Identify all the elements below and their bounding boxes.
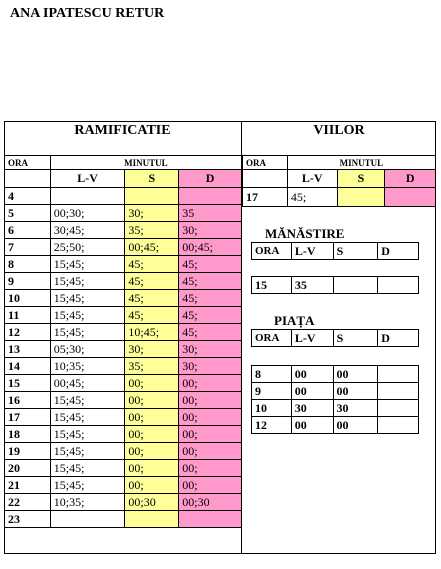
hour-cell: 7 <box>5 239 51 256</box>
ora-header: ORA <box>5 156 51 170</box>
d-cell: 00;30 <box>179 494 242 511</box>
table-row <box>252 383 419 400</box>
hour-cell: 9 <box>252 383 292 400</box>
d-cell: 45; <box>179 324 242 341</box>
s-cell <box>125 511 179 528</box>
s-cell: 45; <box>125 256 179 273</box>
lv-cell: 15;45; <box>50 273 125 290</box>
hour-cell: 9 <box>5 273 51 290</box>
col-header-d: D <box>378 330 419 347</box>
s-cell: 45; <box>125 273 179 290</box>
table-row <box>252 417 419 434</box>
table-row <box>5 307 242 324</box>
col-header-s: S <box>337 170 385 188</box>
hour-cell: 5 <box>5 205 51 222</box>
lv-cell: 15;45; <box>50 477 125 494</box>
d-cell: 00; <box>179 460 242 477</box>
s-cell: 00; <box>125 409 179 426</box>
lv-cell: 25;50; <box>50 239 125 256</box>
s-cell: 00 <box>333 417 378 434</box>
d-cell: 00; <box>179 477 242 494</box>
hour-cell: 21 <box>5 477 51 494</box>
s-cell: 00 <box>333 366 378 383</box>
lv-cell: 15;45; <box>50 443 125 460</box>
manastire-heading: MĂNĂSTIRE <box>265 226 345 241</box>
d-cell: 45; <box>179 290 242 307</box>
hour-cell: 8 <box>5 256 51 273</box>
hour-cell: 8 <box>252 366 292 383</box>
hour-cell: 23 <box>5 511 51 528</box>
lv-cell <box>50 188 125 205</box>
table-row <box>5 494 242 511</box>
hour-cell: 16 <box>5 392 51 409</box>
s-cell: 30; <box>125 205 179 222</box>
hour-cell: 12 <box>5 324 51 341</box>
col-header-d: D <box>378 243 419 260</box>
d-cell: 45; <box>179 307 242 324</box>
ramificatie-table <box>4 155 242 528</box>
table-row <box>5 392 242 409</box>
s-cell: 10;45; <box>125 324 179 341</box>
manastire-table <box>251 242 419 260</box>
table-row <box>5 358 242 375</box>
d-cell <box>378 277 419 294</box>
table-row <box>5 188 242 205</box>
lv-cell: 15;45; <box>50 460 125 477</box>
lv-cell: 15;45; <box>50 409 125 426</box>
col-header-ora: ORA <box>252 243 292 260</box>
d-cell <box>385 188 436 207</box>
table-row <box>5 477 242 494</box>
table-row <box>5 511 242 528</box>
col-header-lv: L-V <box>291 330 333 347</box>
piata-header-table <box>251 329 419 347</box>
d-cell: 45; <box>179 273 242 290</box>
s-cell: 00; <box>125 443 179 460</box>
ramificatie-heading: RAMIFICATIE <box>74 123 171 138</box>
hour-cell: 22 <box>5 494 51 511</box>
table-row <box>5 205 242 222</box>
minutul-header: MINUTUL <box>287 156 435 170</box>
s-cell: 00; <box>125 460 179 477</box>
empty-cell <box>243 170 288 188</box>
col-header-lv: L-V <box>291 243 333 260</box>
table-row <box>5 409 242 426</box>
d-cell: 35 <box>179 205 242 222</box>
piata-heading: PIAȚA <box>274 313 315 328</box>
hour-cell: 19 <box>5 443 51 460</box>
lv-cell: 15;45; <box>50 392 125 409</box>
hour-cell: 15 <box>5 375 51 392</box>
table-row <box>5 426 242 443</box>
s-cell: 00; <box>125 426 179 443</box>
s-cell: 35; <box>125 222 179 239</box>
s-cell: 00; <box>125 477 179 494</box>
hour-cell: 4 <box>5 188 51 205</box>
d-cell: 00; <box>179 443 242 460</box>
lv-cell: 30 <box>291 400 333 417</box>
d-cell <box>378 383 419 400</box>
col-header-s: S <box>333 330 378 347</box>
table-row <box>5 375 242 392</box>
hour-cell: 10 <box>252 400 292 417</box>
d-cell: 00; <box>179 409 242 426</box>
lv-cell: 45; <box>287 188 337 207</box>
table-row <box>5 273 242 290</box>
viilor-heading: VIILOR <box>313 123 365 138</box>
hour-cell: 18 <box>5 426 51 443</box>
lv-cell: 15;45; <box>50 290 125 307</box>
col-header-s: S <box>333 243 378 260</box>
col-header-s: S <box>125 170 179 188</box>
lv-cell: 15;45; <box>50 307 125 324</box>
lv-cell: 00 <box>291 417 333 434</box>
lv-cell: 05;30; <box>50 341 125 358</box>
d-cell <box>378 400 419 417</box>
s-cell <box>125 188 179 205</box>
s-cell: 45; <box>125 307 179 324</box>
hour-cell: 17 <box>5 409 51 426</box>
table-row <box>5 324 242 341</box>
hour-cell: 6 <box>5 222 51 239</box>
s-cell: 35; <box>125 358 179 375</box>
hour-cell: 15 <box>252 277 292 294</box>
lv-cell: 15;45; <box>50 324 125 341</box>
d-cell: 30; <box>179 222 242 239</box>
s-cell: 30 <box>333 400 378 417</box>
d-cell <box>378 366 419 383</box>
table-row <box>5 222 242 239</box>
viilor-table <box>242 155 436 207</box>
d-cell: 30; <box>179 341 242 358</box>
hour-cell: 14 <box>5 358 51 375</box>
s-cell: 00; <box>125 375 179 392</box>
lv-cell: 10;35; <box>50 494 125 511</box>
d-cell: 45; <box>179 256 242 273</box>
d-cell <box>179 511 242 528</box>
s-cell: 00;30 <box>125 494 179 511</box>
minutul-header: MINUTUL <box>50 156 241 170</box>
ora-header: ORA <box>243 156 288 170</box>
s-cell: 00;45; <box>125 239 179 256</box>
hour-cell: 17 <box>243 188 288 207</box>
lv-cell: 00 <box>291 366 333 383</box>
hour-cell: 10 <box>5 290 51 307</box>
d-cell: 00;45; <box>179 239 242 256</box>
table-row <box>5 239 242 256</box>
lv-cell: 00;30; <box>50 205 125 222</box>
d-cell <box>378 417 419 434</box>
piata-table <box>251 365 419 434</box>
table-row <box>5 341 242 358</box>
table-row <box>5 460 242 477</box>
s-cell <box>333 277 378 294</box>
s-cell <box>337 188 385 207</box>
table-row <box>252 366 419 383</box>
lv-cell <box>50 511 125 528</box>
s-cell: 45; <box>125 290 179 307</box>
table-row <box>252 400 419 417</box>
table-row <box>5 443 242 460</box>
d-cell: 00; <box>179 426 242 443</box>
lv-cell: 30;45; <box>50 222 125 239</box>
d-cell: 00; <box>179 392 242 409</box>
manastire-data-table <box>251 276 419 294</box>
col-header-d: D <box>179 170 242 188</box>
hour-cell: 20 <box>5 460 51 477</box>
lv-cell: 15;45; <box>50 426 125 443</box>
d-cell <box>179 188 242 205</box>
col-header-d: D <box>385 170 436 188</box>
col-header-lv: L-V <box>287 170 337 188</box>
empty-cell <box>5 170 51 188</box>
lv-cell: 00;45; <box>50 375 125 392</box>
table-row <box>5 290 242 307</box>
table-row <box>243 188 436 207</box>
page-title: ANA IPATESCU RETUR <box>10 6 165 21</box>
s-cell: 00; <box>125 392 179 409</box>
col-header-lv: L-V <box>50 170 125 188</box>
lv-cell: 15;45; <box>50 256 125 273</box>
col-header-ora: ORA <box>252 330 292 347</box>
hour-cell: 11 <box>5 307 51 324</box>
s-cell: 30; <box>125 341 179 358</box>
lv-cell: 35 <box>291 277 333 294</box>
hour-cell: 13 <box>5 341 51 358</box>
lv-cell: 00 <box>291 383 333 400</box>
d-cell: 30; <box>179 358 242 375</box>
s-cell: 00 <box>333 383 378 400</box>
d-cell: 00; <box>179 375 242 392</box>
table-row <box>252 277 419 294</box>
table-row <box>5 256 242 273</box>
hour-cell: 12 <box>252 417 292 434</box>
lv-cell: 10;35; <box>50 358 125 375</box>
